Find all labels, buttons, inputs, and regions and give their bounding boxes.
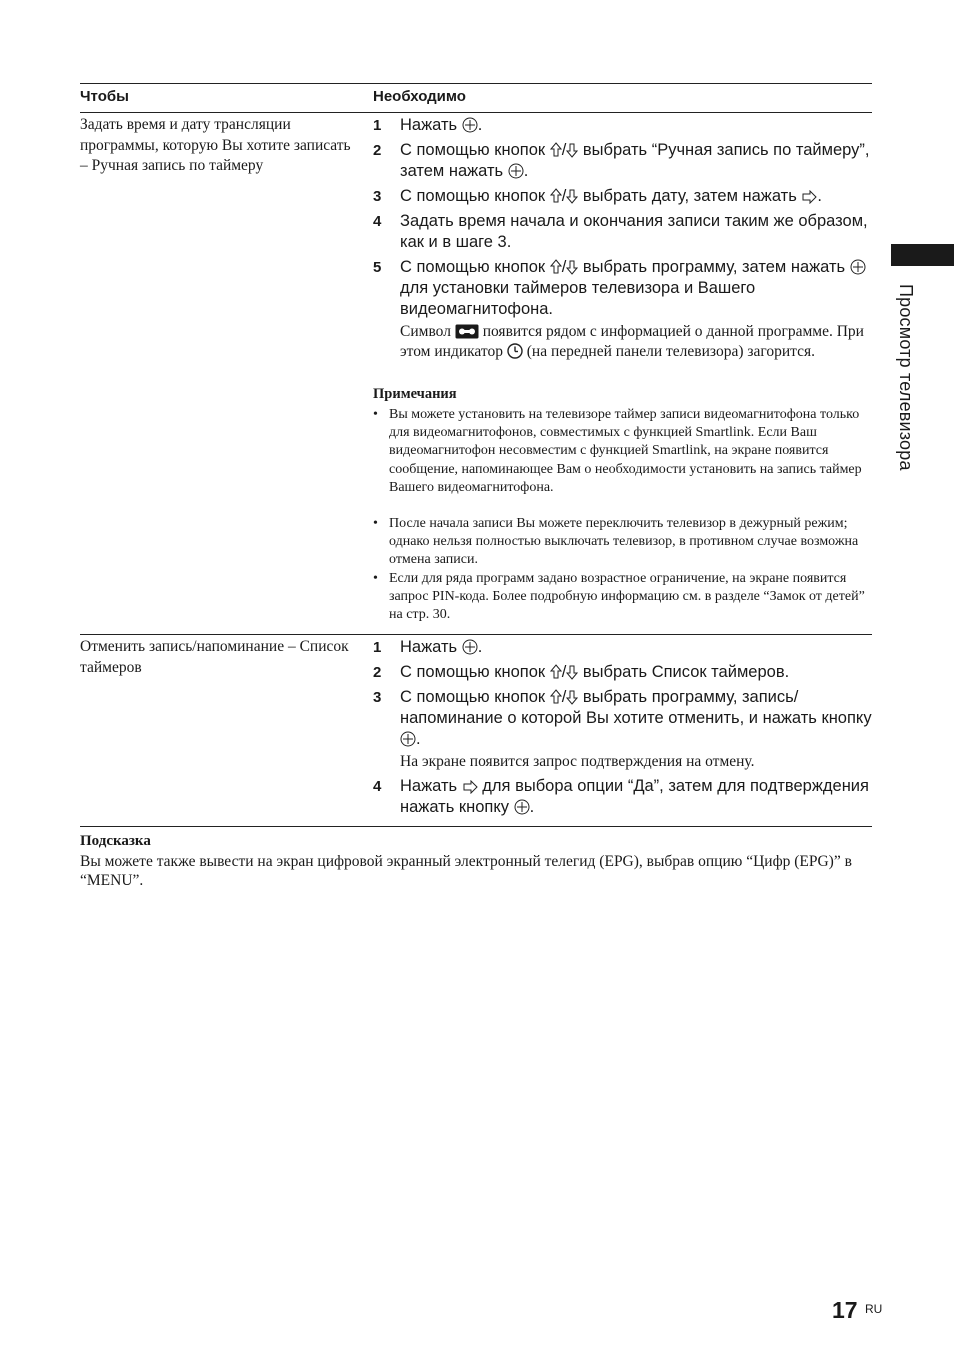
table-row-divider <box>80 634 872 635</box>
row2-task-label: Отменить запись/напоминание – Список таймеров <box>80 638 349 676</box>
step-text-mid: выбрать дату, затем нажать <box>582 187 797 205</box>
step-text: С помощью кнопок <box>400 258 546 276</box>
step-number: 3 <box>373 188 382 205</box>
note-text-end: (на передней панели телевизора) загорится. <box>526 343 815 360</box>
row1-step5-note <box>400 322 870 362</box>
notes-title: Примечания <box>373 386 457 402</box>
section-tab-marker <box>891 244 954 266</box>
enter-button-icon <box>850 259 866 275</box>
step-text: Нажать <box>400 777 458 795</box>
down-arrow-icon <box>566 689 578 705</box>
step-number: 2 <box>373 664 382 681</box>
row2-step-2: 2 С помощью кнопок / выбрать Список таймеров. <box>373 663 790 681</box>
step-text: С помощью кнопок <box>400 663 546 681</box>
step-number: 1 <box>373 639 382 656</box>
row2-step-3: 3 С помощью кнопок / выбрать программу, запись/ напоминание о которой Вы хотите отменить, и нажать кнопку . <box>373 688 872 748</box>
bullet-dot: • <box>373 516 378 531</box>
bullet-dot: • <box>373 571 378 586</box>
row2-step-4 <box>373 776 873 818</box>
up-arrow-icon <box>550 664 562 680</box>
down-arrow-icon <box>566 259 578 275</box>
column-header-to: Чтобы <box>80 88 129 105</box>
tip-title: Подсказка <box>80 833 151 849</box>
up-arrow-icon <box>550 689 562 705</box>
step-text: С помощью кнопок <box>400 141 546 159</box>
step-number: 1 <box>373 117 382 134</box>
step-text-end: для установки таймеров телевизора и Вашего видеомагнитофона. <box>400 279 756 318</box>
step-text-end: выбрать Список таймеров. <box>582 663 790 681</box>
section-side-label: Просмотр телевизора <box>896 284 916 471</box>
enter-button-icon <box>462 639 478 655</box>
enter-button-icon <box>514 799 530 815</box>
bullet-dot: • <box>373 407 378 422</box>
row2-step3-note: На экране появится запрос подтверждения на отмену. <box>400 753 755 770</box>
enter-button-icon <box>508 163 524 179</box>
table-header-rule <box>80 112 872 113</box>
note-text: После начала записи Вы можете переключить телевизор в дежурный режим; однако нельзя полностью выключать телевизор, в противном случае возможна отмена записи. <box>389 516 859 568</box>
vcr-tape-icon <box>455 324 479 339</box>
row1-step-2: 2 С помощью кнопок / выбрать “Ручная запись по таймеру”, затем нажать . <box>373 141 870 180</box>
down-arrow-icon <box>566 664 578 680</box>
row2-step-1 <box>373 637 873 658</box>
down-arrow-icon <box>566 188 578 204</box>
note-item <box>373 515 871 570</box>
up-arrow-icon <box>550 259 562 275</box>
step-number: 2 <box>373 142 382 159</box>
note-text-mid: появится рядом с информацией о данной программе. При этом индикатор <box>400 323 864 360</box>
enter-button-icon <box>462 117 478 133</box>
step-text: С помощью кнопок <box>400 187 546 205</box>
step-text-end: . <box>416 730 421 748</box>
step-text-end: . <box>477 638 483 656</box>
note-text: Символ <box>400 323 451 340</box>
note-item <box>373 406 871 497</box>
row1-step-1 <box>373 115 873 136</box>
row1-step-5: 5 С помощью кнопок / выбрать программу, затем нажать для установки таймеров телевизора и Вашего видеомагнитофона. <box>373 257 873 320</box>
step-text: С помощью кнопок <box>400 688 546 706</box>
row1-step-3: 3 С помощью кнопок / выбрать дату, затем нажать . <box>373 187 822 205</box>
row1-task-label: Задать время и дату трансляции программы, которую Вы хотите записать – Ручная запись по таймеру <box>80 116 351 174</box>
step-text-mid: для выбора опции “Да”, затем для подтверждения нажать кнопку <box>400 777 869 816</box>
step-number: 5 <box>373 259 382 276</box>
step-text: Нажать <box>400 116 458 134</box>
right-arrow-icon <box>801 190 817 204</box>
step-text-end: . <box>477 116 483 134</box>
step-text-end: . <box>529 798 535 816</box>
table-top-rule <box>80 83 872 84</box>
tip-text: Вы можете также вывести на экран цифровой экранный электронный телегид (EPG), выбрав опцию “Цифр (EPG)” в “MENU”. <box>80 853 852 889</box>
note-item <box>373 570 871 625</box>
page-number: 17 <box>832 1297 858 1323</box>
note-text: Вы можете установить на телевизоре таймер записи видеомагнитофона только для видеомагнитофонов, совместимых с функцией Smartlink. Если Ваш видеомагнитофон несовместим с функцией Smartlink, на экране появится сообщение, напоминающее Вам о необходимости установить на запись таймер Вашего видеомагнитофона. <box>389 407 862 495</box>
right-arrow-icon <box>462 780 478 794</box>
timer-clock-icon <box>507 343 523 359</box>
step-text-mid: выбрать программу, запись/ напоминание о которой Вы хотите отменить, и нажать кнопку <box>400 688 872 727</box>
up-arrow-icon <box>550 142 562 158</box>
step-text: Нажать <box>400 638 458 656</box>
step-number: 3 <box>373 689 382 706</box>
step-text-mid: выбрать “Ручная запись по таймеру”, затем нажать <box>400 141 870 180</box>
table-bottom-rule <box>80 826 872 827</box>
column-header-required: Необходимо <box>373 88 466 105</box>
down-arrow-icon <box>566 142 578 158</box>
step-number: 4 <box>373 778 382 795</box>
row1-step-4 <box>373 211 873 253</box>
page-language-code: RU <box>865 1302 883 1316</box>
step-text-end: . <box>817 187 822 205</box>
note-text: Если для ряда программ задано возрастное ограничение, на экране появится запрос PIN-кода. Более подробную информацию см. в разделе “Замок от детей” на стр. 30. <box>389 571 865 623</box>
up-arrow-icon <box>550 188 562 204</box>
step-text: Задать время начала и окончания записи таким же образом, как и в шаге 3. <box>400 212 868 251</box>
step-text-end: . <box>523 162 529 180</box>
enter-button-icon <box>400 731 416 747</box>
step-text-mid: выбрать программу, затем нажать <box>582 258 846 276</box>
step-number: 4 <box>373 213 382 230</box>
